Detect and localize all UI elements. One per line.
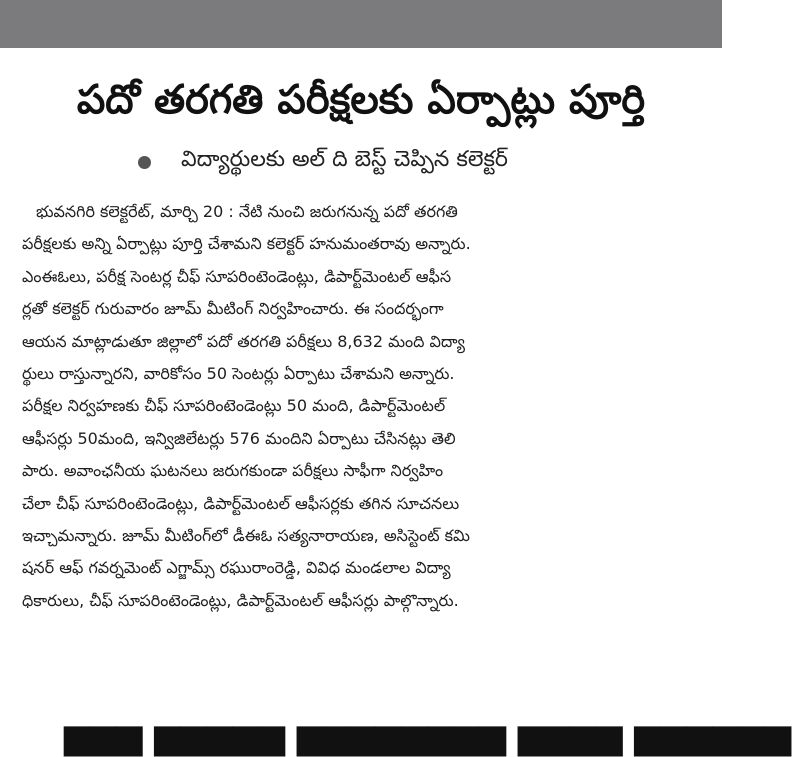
- body-line: ఎంఈఓలు, పరీక్ష సెంటర్ల చీఫ్ సూపరింటెండెంట్లు, డిపార్ట్‌మెంటల్ ఆఫీస: [22, 266, 452, 286]
- body-line: పరీక్షలకు అన్ని ఏర్పాట్లు పూర్తి చేశామని కలెక్టర్ హనుమంతరావు అన్నారు.: [22, 234, 471, 254]
- body-line: ఆఫీసర్లు 50మంది, ఇన్విజిలేటర్లు 576 మందిని ఏర్పాటు చేసినట్లు తెలి: [22, 428, 456, 448]
- body-line: భువనగిరి కలెక్టరేట్, మార్చి 20 : నేటి నుంచి జరుగనున్న పదో తరగతి: [36, 202, 458, 221]
- body-line: ఇచ్చామన్నారు. జూమ్ మీటింగ్‌లో డీఈఓ సత్యనారాయణ, అసిస్టెంట్ కమి: [22, 525, 470, 545]
- bullet-icon: [138, 156, 151, 169]
- body-line: పారు. అవాంఛనీయ ఘటనలు జరుగకుండా పరీక్షలు సాఫీగా నిర్వహిం: [22, 461, 444, 481]
- body-line: ఆయన మాట్లాడుతూ జిల్లాలో పదో తరగతి పరీక్షలు 8,632 మంది విద్యా: [22, 331, 465, 351]
- body-line: పరీక్షల నిర్వహణకు చీఫ్ సూపరింటెండెంట్లు 50 మంది, డిపార్ట్‌మెంటల్: [22, 396, 446, 416]
- subheadline-text: విద్యార్థులకు అల్ ది బెస్ట్ చెప్పిన కలెక్టర్: [181, 147, 508, 172]
- top-gray-band: [0, 0, 722, 48]
- body-line: షనర్ ఆఫ్ గవర్నమెంట్ ఎగ్జామ్స్ రఘురాంరెడ్డి, వివిధ మండలాల విద్యా: [22, 558, 451, 578]
- cropped-headline-glyphs: ▆▆▆ ▆▆▆▆▆ ▆▆▆▆▆▆▆▆ ▆▆▆▆ ▆▆▆▆▆▆: [64, 717, 792, 757]
- body-line: ధికారులు, చీఫ్ సూపరింటెండెంట్లు, డిపార్ట్‌మెంటల్ ఆఫీసర్లు పాల్గొన్నారు.: [22, 590, 459, 610]
- body-line: చేలా చీఫ్ సూపరింటెండెంట్లు, డిపార్ట్‌మెంటల్ ఆఫీసర్లకు తగిన సూచనలు: [22, 493, 460, 513]
- body-line: ర్థులు రాస్తున్నారని, వారికోసం 50 సెంటర్లు ఏర్పాటు చేశామని అన్నారు.: [22, 363, 455, 383]
- body-line: ర్లతో కలెక్టర్ గురువారం జూమ్ మీటింగ్ నిర్వహించారు. ఈ సందర్భంగా: [22, 299, 444, 319]
- article-subheadline: [138, 144, 508, 180]
- article-headline: పదో తరగతి పరీక్షలకు ఏర్పాట్లు పూర్తి: [76, 77, 646, 123]
- article-body: [22, 196, 722, 617]
- next-article-headline-cropped: [64, 705, 792, 757]
